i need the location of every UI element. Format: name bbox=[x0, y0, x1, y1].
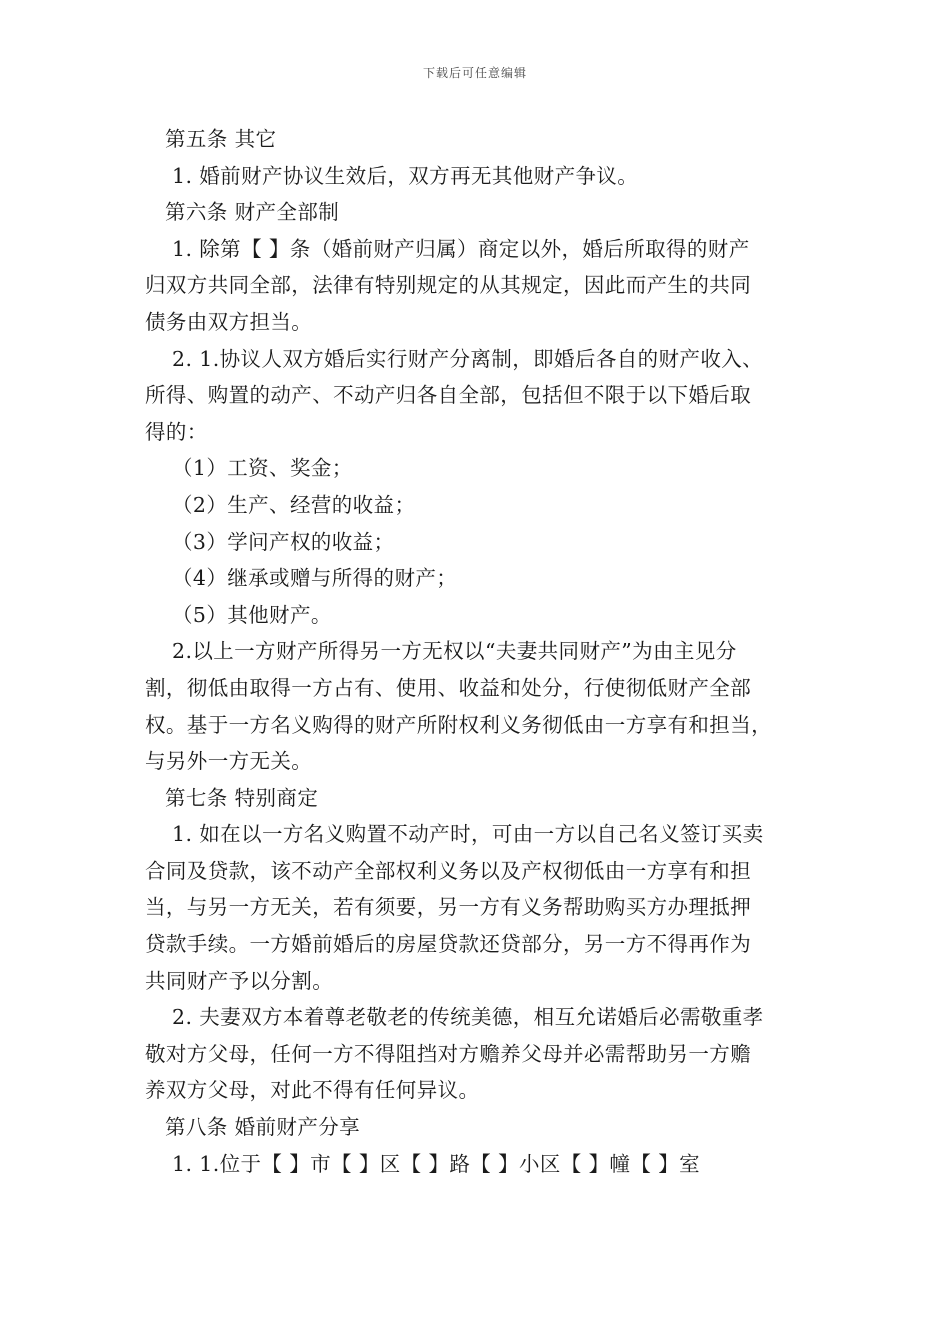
paragraph-line: 2. 夫妻双方本着尊老敬老的传统美德，相互允诺婚后必需敬重孝 bbox=[172, 1005, 764, 1030]
paragraph-line: 敬对方父母，任何一方不得阻挡对方赡养父母并必需帮助另一方赡 bbox=[145, 1041, 752, 1066]
paragraph-line: 1. 如在以一方名义购置不动产时，可由一方以自己名义签订买卖 bbox=[172, 822, 764, 847]
article-heading: 第七条 特别商定 bbox=[165, 785, 319, 810]
paragraph-line: 1. 婚前财产协议生效后，双方再无其他财产争议。 bbox=[172, 163, 639, 188]
list-item: （4）继承或赠与所得的财产； bbox=[172, 566, 458, 591]
paragraph-line: 割，彻低由取得一方占有、使用、收益和处分，行使彻低财产全部 bbox=[145, 675, 752, 700]
paragraph-line: 归双方共同全部，法律有特别规定的从其规定，因此而产生的共同 bbox=[145, 273, 752, 298]
article-heading: 第六条 财产全部制 bbox=[165, 200, 340, 225]
paragraph-line: 与另外一方无关。 bbox=[145, 749, 313, 774]
list-item: （3）学问产权的收益； bbox=[172, 529, 395, 554]
list-item: （5）其他财产。 bbox=[172, 602, 332, 627]
list-item: （1）工资、奖金； bbox=[172, 456, 353, 481]
paragraph-line: 1. 除第【 】条（婚前财产归属）商定以外，婚后所取得的财产 bbox=[172, 236, 750, 261]
paragraph-line: 所得、购置的动产、不动产归各自全部，包括但不限于以下婚后取 bbox=[145, 383, 752, 408]
paragraph-line: 合同及贷款，该不动产全部权利义务以及产权彻低由一方享有和担 bbox=[145, 858, 752, 883]
paragraph-line: 养双方父母，对此不得有任何异议。 bbox=[145, 1078, 480, 1103]
article-heading: 第八条 婚前财产分享 bbox=[165, 1115, 361, 1140]
document-body bbox=[145, 121, 817, 1182]
paragraph-line: 2. 1.协议人双方婚后实行财产分离制，即婚后各自的财产收入、 bbox=[172, 346, 764, 371]
list-item: （2）生产、经营的收益； bbox=[172, 492, 416, 517]
paragraph-line: 贷款手续。一方婚前婚后的房屋贷款还贷部分，另一方不得再作为 bbox=[145, 932, 752, 957]
paragraph-line: 2.以上一方财产所得另一方无权以“夫妻共同财产”为由主见分 bbox=[172, 639, 737, 664]
article-heading: 第五条 其它 bbox=[165, 127, 277, 151]
paragraph-line: 债务由双方担当。 bbox=[145, 309, 313, 334]
paragraph-line: 共同财产予以分割。 bbox=[145, 968, 334, 993]
header-note: 下载后可任意编辑 bbox=[422, 66, 527, 80]
paragraph-line: 1. 1.位于【 】市【 】区【 】路【 】小区【 】幢【 】室 bbox=[172, 1151, 701, 1176]
paragraph-line: 得的： bbox=[145, 419, 208, 444]
paragraph-line: 当，与另一方无关，若有须要，另一方有义务帮助购买方办理抵押 bbox=[145, 895, 752, 920]
paragraph-line: 权。基于一方名义购得的财产所附权利义务彻低由一方享有和担当， bbox=[145, 712, 772, 737]
